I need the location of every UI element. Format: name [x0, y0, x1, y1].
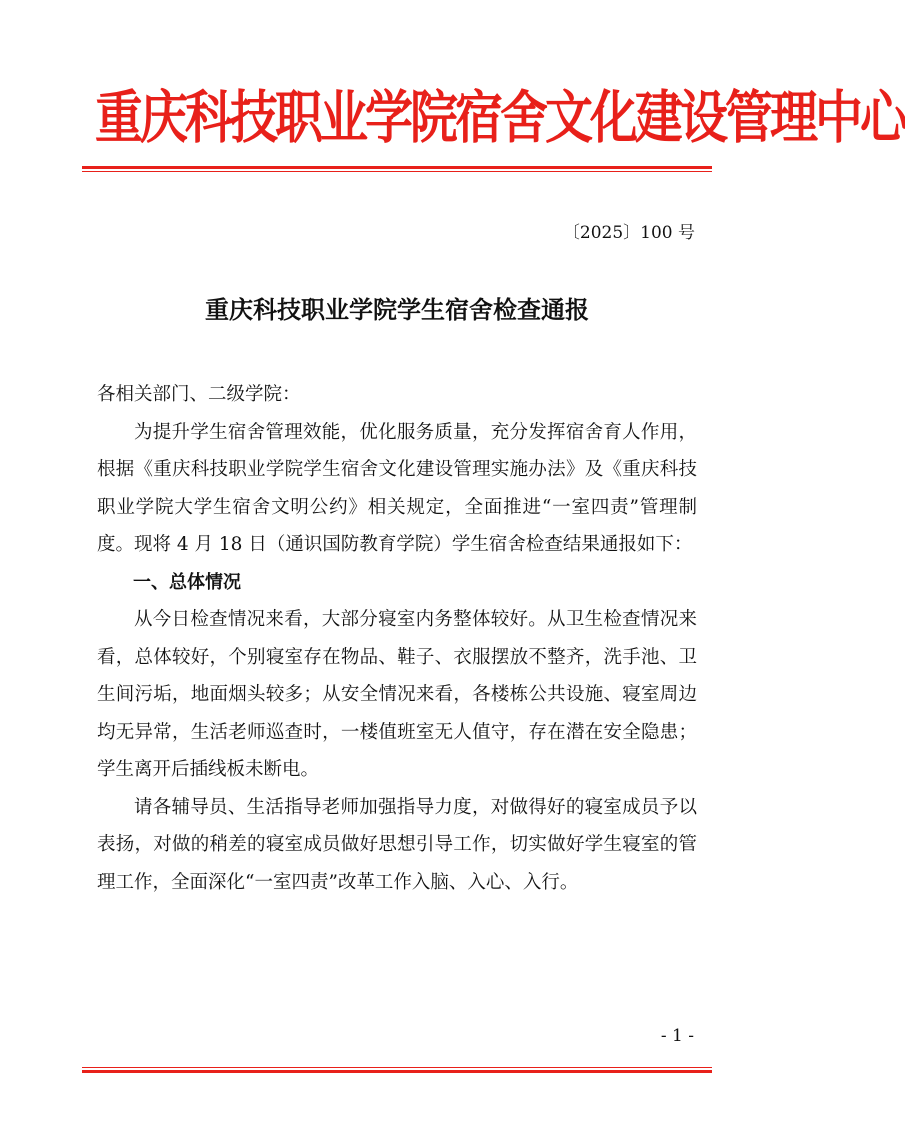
header-divider-thick: [82, 166, 712, 169]
header-divider-thin: [82, 171, 712, 172]
section-heading: 一、总体情况: [133, 571, 241, 593]
footer-divider-thick: [82, 1070, 712, 1073]
section-paragraph: 从今日检查情况来看，大部分寝室内务整体较好。从卫生检查情况来看，总体较好，个别寝室存在物品、鞋子、衣服摆放不整齐，洗手池、卫生间污垢，地面烟头较多；从安全情况来看，各楼栋公共设施、寝室周边均无异常，生活老师巡查时，一楼值班室无人值守，存在潜在安全隐患；学生离开后插线板未断电。: [97, 609, 697, 780]
organization-header: 重庆科技职业学院宿舍文化建设管理中心: [95, 84, 905, 152]
salutation: 各相关部门、二级学院：: [97, 384, 301, 405]
footer-divider-thin: [82, 1067, 712, 1068]
document-body: [97, 376, 697, 901]
document-number: 〔2025〕100 号: [562, 223, 695, 243]
page-number: - 1 -: [660, 1026, 694, 1046]
section-paragraph: 请各辅导员、生活指导老师加强指导力度，对做得好的寝室成员予以表扬，对做的稍差的寝室成员做好思想引导工作，切实做好学生寝室的管理工作，全面深化“一室四责”改革工作入脑、入心、入行。: [97, 796, 697, 893]
intro-paragraph: 为提升学生宿舍管理效能，优化服务质量，充分发挥宿舍育人作用，根据《重庆科技职业学院学生宿舍文化建设管理实施办法》及《重庆科技职业学院大学生宿舍文明公约》相关规定，全面推进“一室四责”管理制度。现将 4 月 18 日（通识国防教育学院）学生宿舍检查结果通报如下：: [97, 421, 697, 555]
document-title: 重庆科技职业学院学生宿舍检查通报: [205, 295, 589, 324]
